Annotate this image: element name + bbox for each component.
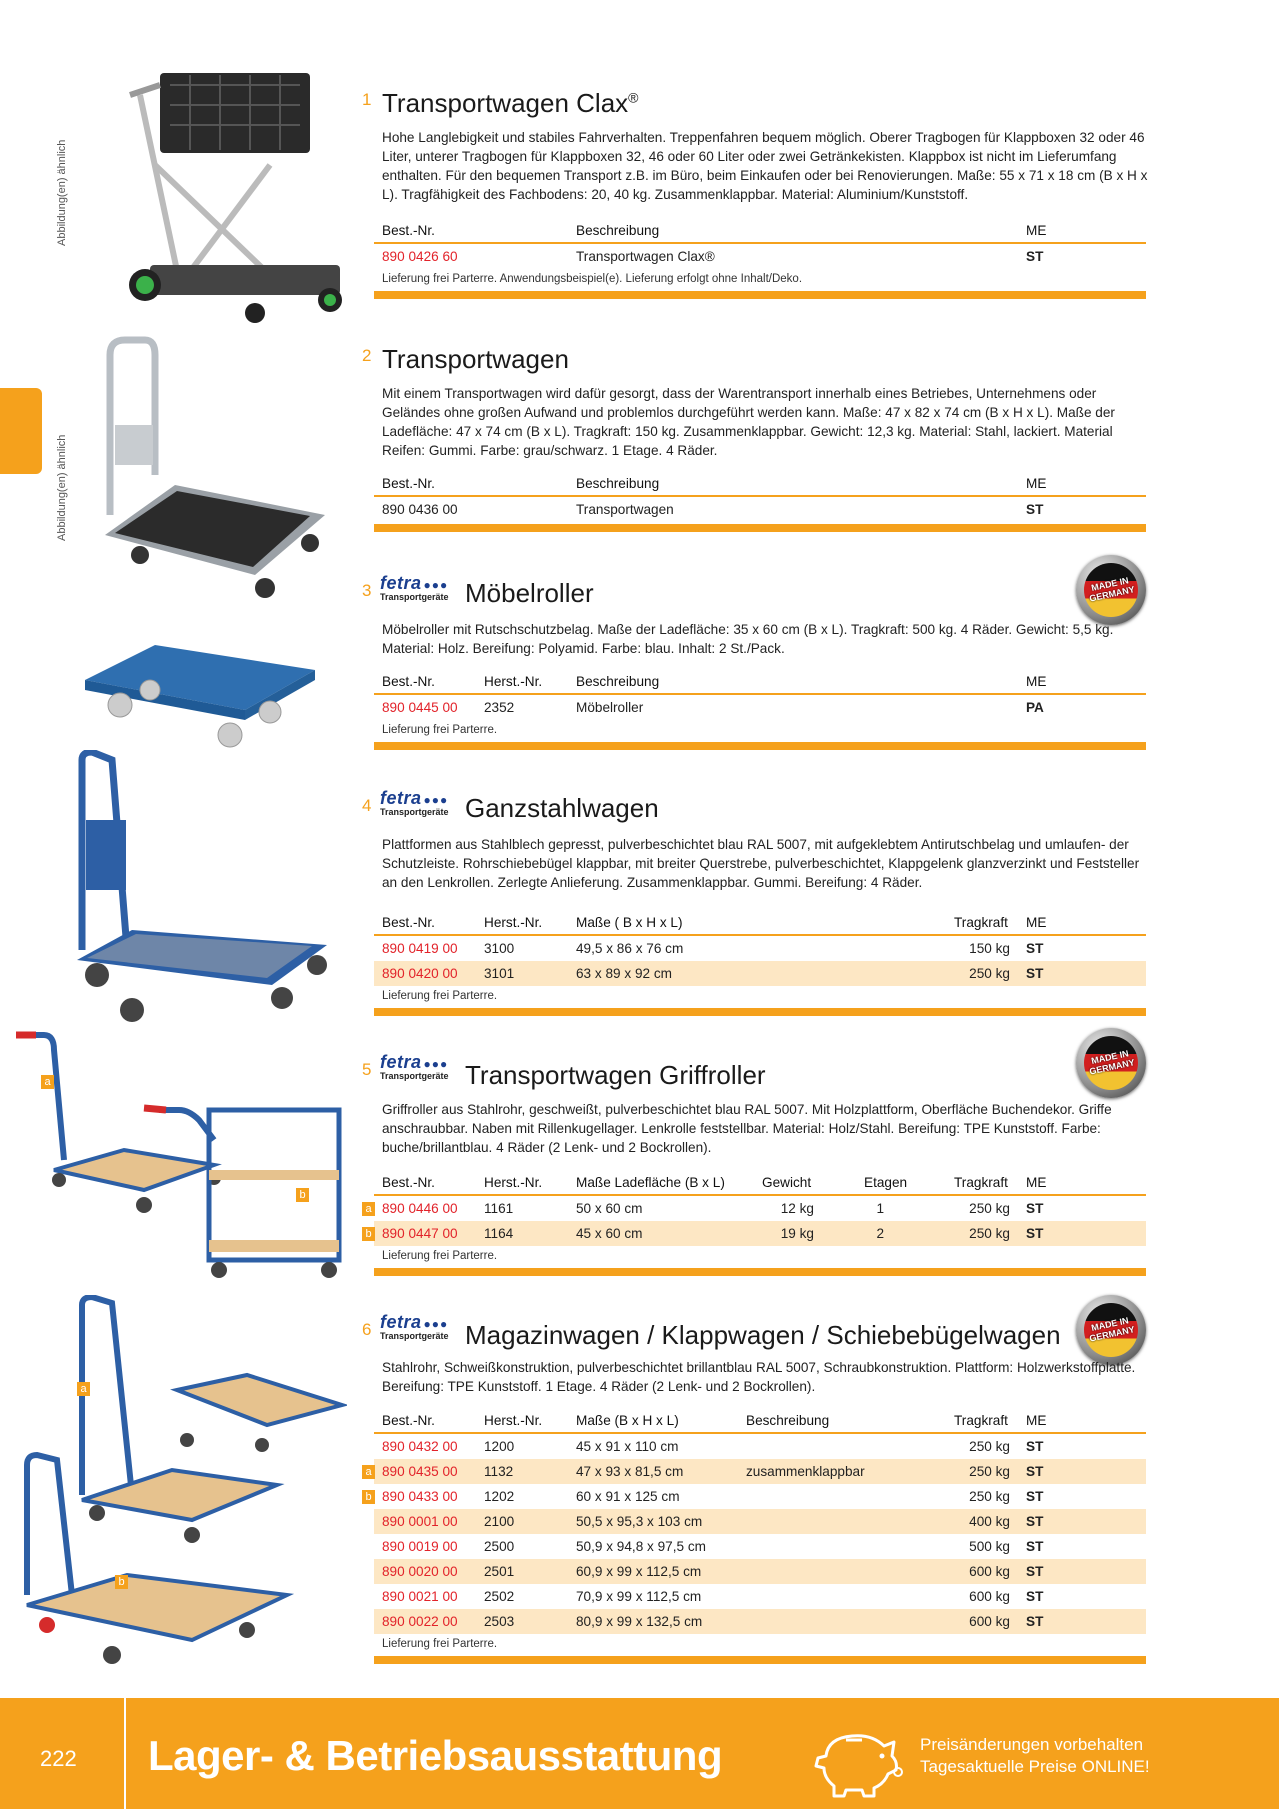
- table-header: Best.-Nr. Beschreibung ME: [374, 473, 1146, 497]
- product-title: Magazinwagen / Klappwagen / Schiebebügelwagen: [465, 1320, 1061, 1350]
- image-note: Abbildung(en) ähnlich: [56, 434, 68, 541]
- made-in-germany-badge: MADE IN GERMANY: [1076, 1295, 1146, 1365]
- row-tag-a: a: [362, 1202, 375, 1216]
- made-in-germany-badge: MADE IN GERMANY: [1076, 1028, 1146, 1098]
- product-description: Plattformen aus Stahlblech gepresst, pulverbeschichtet blau RAL 5007, mit aufgeklebtem Antirutschbelag und umlaufen- der Schutzleiste. Rohrschiebebügel klappbar, mit breiter Querstrebe, pulverbeschichtet, Klappgelenk glanzverzinkt und Feststeller an den Lenkrollen. Zerlegte Anlieferung. Zusammenklappbar. Gummi. Bereifung: 4 Räder.: [382, 837, 1140, 890]
- product-section-4: [362, 788, 1146, 1018]
- product-table: [374, 220, 1146, 299]
- product-section-3: [362, 573, 1146, 753]
- fetra-logo: fetra ●●● Transportgeräte: [380, 1052, 449, 1081]
- table-row[interactable]: 890 0426 60 Transportwagen Clax® ST: [382, 249, 1044, 264]
- product-title: Transportwagen Griffroller: [465, 1060, 766, 1090]
- table-row[interactable]: 890 0420 00 3101 63 x 89 x 92 cm 250 kg ST: [374, 961, 1146, 986]
- image-tag-b: b: [115, 1575, 128, 1589]
- page-footer: [0, 1698, 1279, 1809]
- section-divider: [374, 1008, 1146, 1016]
- table-row[interactable]: 890 0020 00 2501 60,9 x 99 x 112,5 cm 600 kg ST: [374, 1559, 1146, 1584]
- section-number: 2: [362, 346, 372, 365]
- section-divider: [374, 1268, 1146, 1276]
- product-title: Transportwagen Clax®: [382, 88, 639, 118]
- product-description: Möbelroller mit Rutschschutzbelag. Maße der Ladefläche: 35 x 60 cm (B x L). Tragkraft: 500 kg. 4 Räder. Gewicht: 5,5 kg. Material: Holz. Bereifung: Polyamid. Farbe: blau. Inhalt: 2 St./Pack.: [382, 622, 1114, 656]
- image-tag-b: b: [296, 1188, 309, 1202]
- product-section-1: [362, 88, 1146, 303]
- table-row[interactable]: b 890 0433 00 1202 60 x 91 x 125 cm 250 kg ST: [374, 1484, 1146, 1509]
- griffroller-image: [14, 1030, 344, 1285]
- section-divider: [374, 1656, 1146, 1664]
- delivery-note: Lieferung frei Parterre.: [382, 990, 498, 1002]
- product-description: Mit einem Transportwagen wird dafür gesorgt, dass der Warentransport innerhalb eines Betriebes, Unternehmens oder Geländes ohne großen Aufwand und problemlos durchgeführt werden kann. Maße: 47 x 82 x 74 cm (B x H x L). Maße der Ladefläche: 47 x 74 cm (B x L). Tragkraft: 150 kg. Zusammenklappbar. Gewicht: 12,3 kg. Material: Stahl, lackiert. Material Reifen: Gummi. Farbe: grau/schwarz. 1 Etage. 4 Räder.: [382, 386, 1115, 458]
- table-row[interactable]: 890 0021 00 2502 70,9 x 99 x 112,5 cm 600 kg ST: [382, 1589, 1044, 1604]
- product-table: [365, 1172, 1146, 1276]
- section-divider: [374, 524, 1146, 532]
- delivery-note: Lieferung frei Parterre.: [382, 1250, 498, 1262]
- section-number: 1: [362, 90, 372, 109]
- product-section-6: [362, 1312, 1146, 1667]
- clax-cart-image: [120, 55, 350, 340]
- transport-cart-image: [95, 335, 330, 600]
- page-number: 222: [40, 1746, 77, 1771]
- row-tag-b: b: [362, 1490, 375, 1504]
- product-description: Griffroller aus Stahlrohr, geschweißt, pulverbeschichtet blau RAL 5007. Mit Holzplattform, Oberfläche Buchendekor. Griffe anschraubbar. Naben mit Rillenkugellager. Lenkrolle feststellbar. Material: Holz/Stahl. Bereifung: TPE Kunststoff. Farbe: buche/brillantblau. 4 Räder (2 Lenk- und 2 Bockrollen).: [382, 1102, 1112, 1155]
- product-title: Möbelroller: [465, 578, 594, 608]
- table-row[interactable]: 890 0432 00 1200 45 x 91 x 110 cm 250 kg ST: [382, 1439, 1044, 1454]
- product-description: Stahlrohr, Schweißkonstruktion, pulverbeschichtet brillantblau RAL 5007, Schraubkonstruktion. Plattform: Holzwerkstoffplatte. Bereifung: TPE Kunststoff. 1 Etage. 4 Räder (2 Lenk- und 2 Bockrollen).: [382, 1360, 1136, 1394]
- table-header: Best.-Nr. Herst.-Nr. Maße ( B x H x L) Tragkraft ME: [374, 912, 1146, 936]
- moebelroller-image: [80, 640, 320, 750]
- table-header: Best.-Nr. Herst.-Nr. Maße (B x H x L) Beschreibung Tragkraft ME: [374, 1410, 1146, 1434]
- image-note: Abbildung(en) ähnlich: [56, 139, 68, 246]
- section-divider: [374, 742, 1146, 750]
- table-header: Best.-Nr. Beschreibung ME: [374, 220, 1146, 244]
- table-row[interactable]: a 890 0446 00 1161 50 x 60 cm 12 kg 1 250 kg ST: [374, 1196, 1146, 1221]
- section-divider: [374, 291, 1146, 299]
- made-in-germany-badge: MADE IN GERMANY: [1076, 555, 1146, 625]
- table-row[interactable]: 890 0436 00 Transportwagen ST: [382, 502, 1044, 517]
- fetra-logo: fetra ●●● Transportgeräte: [380, 1312, 449, 1341]
- delivery-note: Lieferung frei Parterre.: [382, 724, 498, 736]
- delivery-note: Lieferung frei Parterre.: [382, 1638, 498, 1650]
- table-row[interactable]: 890 0001 00 2100 50,5 x 95,3 x 103 cm 400 kg ST: [374, 1509, 1146, 1534]
- delivery-note: Lieferung frei Parterre. Anwendungsbeispiel(e). Lieferung erfolgt ohne Inhalt/Deko.: [382, 273, 803, 285]
- row-tag-a: a: [362, 1465, 375, 1479]
- chapter-title: Lager- & Betriebsausstattung: [148, 1732, 723, 1779]
- table-row[interactable]: 890 0019 00 2500 50,9 x 94,8 x 97,5 cm 500 kg ST: [382, 1539, 1044, 1554]
- price-notice: Preisänderungen vorbehalten Tagesaktuelle Preise ONLINE!: [920, 1735, 1150, 1776]
- table-row[interactable]: b 890 0447 00 1164 45 x 60 cm 19 kg 2 250 kg ST: [374, 1221, 1146, 1246]
- product-title: Transportwagen: [382, 344, 569, 374]
- section-number: 4: [362, 796, 372, 815]
- ganzstahlwagen-image: [72, 750, 334, 1025]
- product-table: [365, 1410, 1146, 1664]
- product-table: [374, 671, 1146, 750]
- fetra-logo: fetra ●●● Transportgeräte: [380, 573, 449, 602]
- table-header: Best.-Nr. Herst.-Nr. Beschreibung ME: [374, 671, 1146, 695]
- section-number: 5: [362, 1060, 372, 1079]
- footer-divider: [124, 1698, 126, 1809]
- table-row[interactable]: a 890 0435 00 1132 47 x 93 x 81,5 cm zusammenklappbar 250 kg ST: [374, 1459, 1146, 1484]
- product-title: Ganzstahlwagen: [465, 793, 659, 823]
- image-tag-a: a: [41, 1075, 54, 1089]
- table-header: Best.-Nr. Herst.-Nr. Maße Ladefläche (B x L) Gewicht Etagen Tragkraft ME: [374, 1172, 1146, 1196]
- table-row[interactable]: 890 0022 00 2503 80,9 x 99 x 132,5 cm 600 kg ST: [374, 1609, 1146, 1634]
- section-number: 6: [362, 1320, 372, 1339]
- product-table: [374, 473, 1146, 532]
- image-tag-a: a: [77, 1382, 90, 1396]
- product-table: [374, 912, 1146, 1016]
- magazinwagen-image: [22, 1295, 347, 1675]
- side-tab: [0, 388, 42, 474]
- table-row[interactable]: 890 0419 00 3100 49,5 x 86 x 76 cm 150 kg ST: [382, 941, 1044, 956]
- product-section-2: [362, 344, 1146, 534]
- table-row[interactable]: 890 0445 00 2352 Möbelroller PA: [382, 700, 1044, 715]
- row-tag-b: b: [362, 1227, 375, 1241]
- fetra-logo: fetra ●●● Transportgeräte: [380, 788, 449, 817]
- section-number: 3: [362, 581, 372, 600]
- product-description: Hohe Langlebigkeit und stabiles Fahrverhalten. Treppenfahren bequem möglich. Oberer Tragbogen für Klappboxen 32 oder 46 Liter, unterer Tragbogen für Klappboxen 32, 46 oder 60 Liter oder zwei Getränkekisten. Klappbox ist nicht im Lieferumfang enthalten. Für den bequemen Transport z.B. im Büro, beim Einkaufen oder bei Renovierungen. Maße: 55 x 71 x 18 cm (B x H x L). Tragfähigkeit des Fachbodens: 20, 40 kg. Zusammenklappbar. Material: Aluminium/Kunststoff.: [382, 130, 1148, 202]
- product-section-5: [362, 1052, 1146, 1277]
- piggy-bank-icon: [812, 1726, 904, 1798]
